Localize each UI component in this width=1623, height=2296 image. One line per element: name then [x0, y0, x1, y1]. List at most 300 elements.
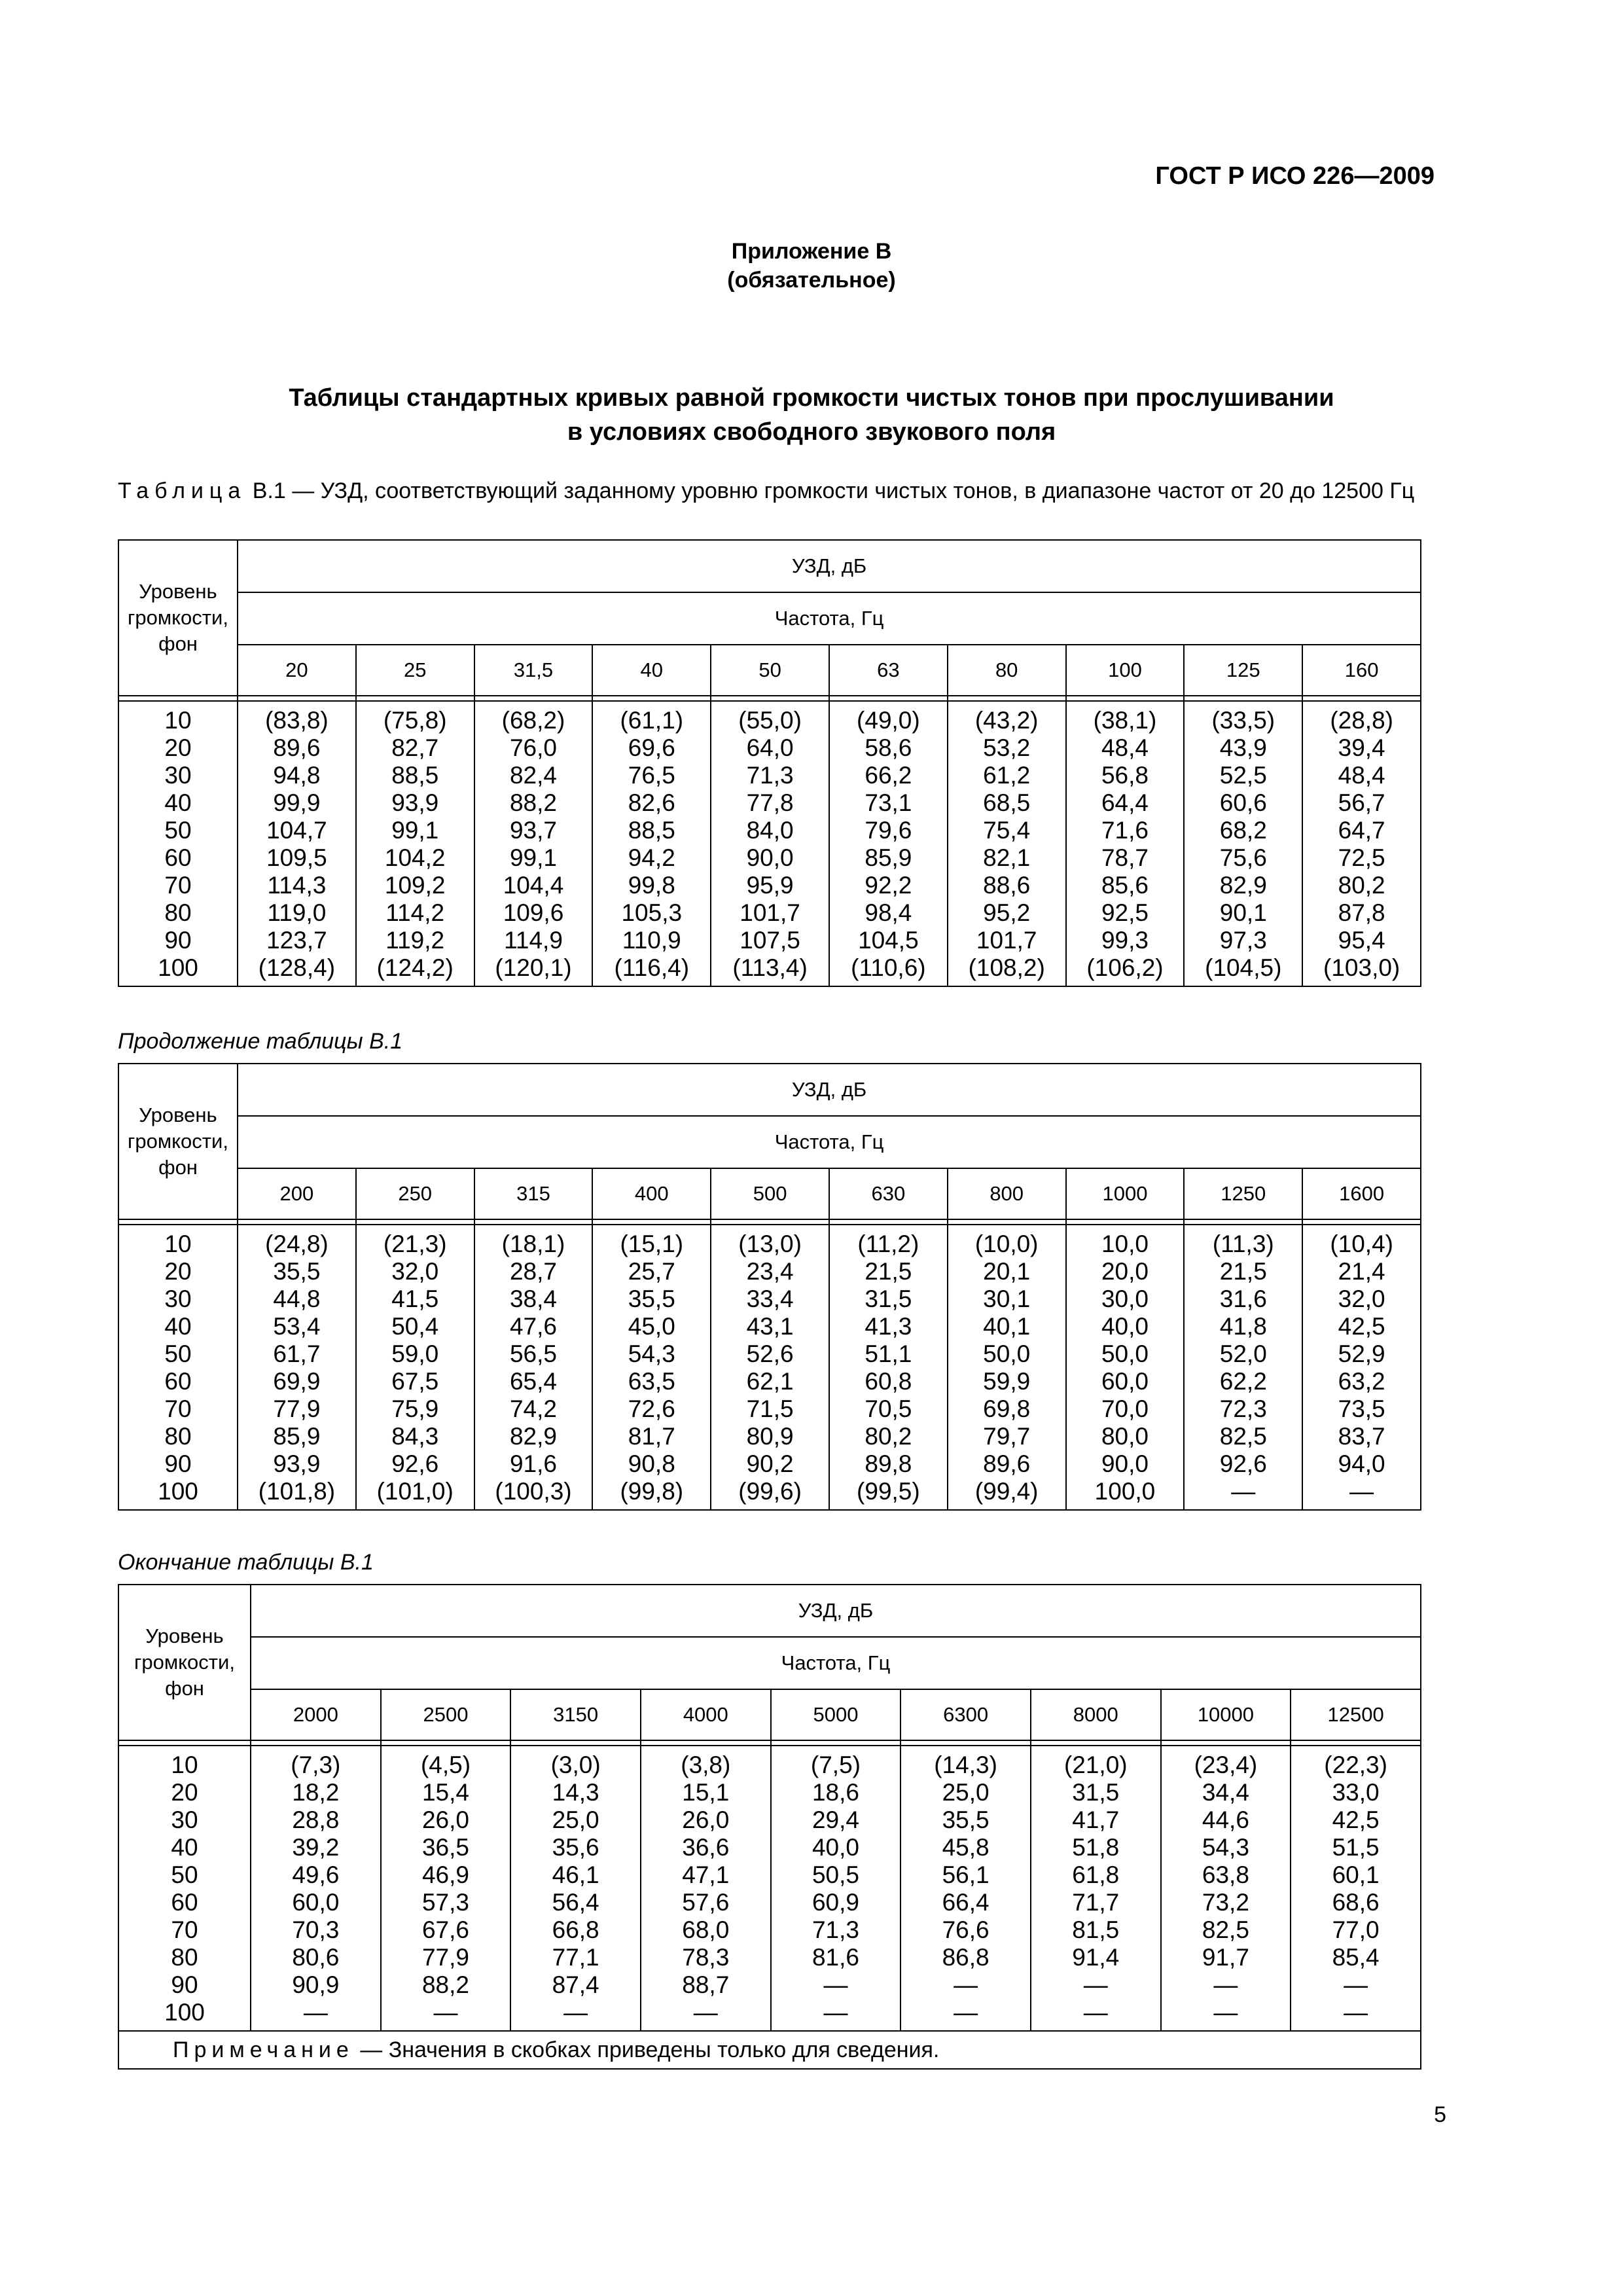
separator-cell — [118, 1740, 251, 1746]
note-text: — Значения в скобках приведены только для сведения. — [353, 2037, 940, 2062]
value-cell: — — [1031, 1999, 1161, 2031]
spl-table-part-1 — [118, 539, 1421, 987]
table-row — [118, 899, 1421, 927]
continuation-caption: Продолжение таблицы В.1 — [118, 1029, 403, 1054]
value-cell: 66,2 — [829, 762, 948, 789]
value-cell: (18,1) — [474, 1225, 593, 1258]
value-cell: 47,6 — [474, 1313, 593, 1340]
frequency-cell: 125 — [1184, 645, 1302, 696]
value-cell: 71,5 — [711, 1395, 829, 1423]
value-cell: 89,8 — [829, 1450, 948, 1478]
level-cell: 40 — [118, 1313, 238, 1340]
value-cell: 62,2 — [1184, 1368, 1302, 1395]
level-cell: 50 — [118, 1861, 251, 1889]
value-cell: 62,1 — [711, 1368, 829, 1395]
level-cell: 40 — [118, 789, 238, 817]
value-cell: 35,5 — [238, 1258, 356, 1285]
value-cell: 60,0 — [1066, 1368, 1185, 1395]
value-cell: 78,3 — [641, 1944, 771, 1971]
value-cell: 72,3 — [1184, 1395, 1302, 1423]
level-cell: 80 — [118, 1423, 238, 1450]
value-cell: 47,1 — [641, 1861, 771, 1889]
value-cell: 77,1 — [510, 1944, 641, 1971]
value-cell: 50,5 — [771, 1861, 901, 1889]
value-cell: (15,1) — [592, 1225, 711, 1258]
table-row — [118, 1746, 1421, 1779]
table-row — [118, 1999, 1421, 2031]
table-row — [118, 1225, 1421, 1258]
value-cell: 105,3 — [592, 899, 711, 927]
value-cell: 81,5 — [1031, 1916, 1161, 1944]
value-cell: 60,1 — [1291, 1861, 1421, 1889]
value-cell: (7,5) — [771, 1746, 901, 1779]
value-cell: 71,7 — [1031, 1889, 1161, 1916]
value-cell: (23,4) — [1161, 1746, 1291, 1779]
separator-cell — [771, 1740, 901, 1746]
value-cell: (99,6) — [711, 1478, 829, 1510]
header-separator — [118, 1740, 1421, 1746]
separator-cell — [1302, 696, 1421, 701]
value-cell: 107,5 — [711, 927, 829, 954]
value-cell: 75,6 — [1184, 844, 1302, 872]
value-cell: (4,5) — [381, 1746, 511, 1779]
value-cell: (128,4) — [238, 954, 356, 986]
value-cell: 41,5 — [356, 1285, 474, 1313]
value-cell: 92,5 — [1066, 899, 1185, 927]
value-cell: 53,4 — [238, 1313, 356, 1340]
value-cell: 46,1 — [510, 1861, 641, 1889]
value-cell: 65,4 — [474, 1368, 593, 1395]
page-number: 5 — [1434, 2102, 1446, 2127]
value-cell: — — [771, 1971, 901, 1999]
value-cell: 36,5 — [381, 1834, 511, 1861]
value-cell: 109,5 — [238, 844, 356, 872]
ending-caption: Окончание таблицы В.1 — [118, 1550, 374, 1575]
value-cell: 82,5 — [1184, 1423, 1302, 1450]
value-cell: 64,0 — [711, 734, 829, 762]
frequency-cell: 6300 — [901, 1689, 1031, 1740]
value-cell: 91,6 — [474, 1450, 593, 1478]
value-cell: 78,7 — [1066, 844, 1185, 872]
spl-header: УЗД, дБ — [238, 1064, 1421, 1116]
value-cell: 82,1 — [948, 844, 1066, 872]
value-cell: 82,9 — [474, 1423, 593, 1450]
value-cell: — — [901, 1999, 1031, 2031]
value-cell: 82,9 — [1184, 872, 1302, 899]
value-cell: 94,2 — [592, 844, 711, 872]
separator-cell — [641, 1740, 771, 1746]
value-cell: (28,8) — [1302, 701, 1421, 734]
header-row — [118, 1637, 1421, 1689]
level-cell: 10 — [118, 1746, 251, 1779]
value-cell: (103,0) — [1302, 954, 1421, 986]
separator-cell — [711, 1219, 829, 1225]
value-cell: (11,3) — [1184, 1225, 1302, 1258]
table-row — [118, 701, 1421, 734]
level-cell: 50 — [118, 1340, 238, 1368]
value-cell: 46,9 — [381, 1861, 511, 1889]
separator-cell — [948, 1219, 1066, 1225]
level-cell: 10 — [118, 701, 238, 734]
value-cell: 99,1 — [474, 844, 593, 872]
level-cell: 100 — [118, 954, 238, 986]
table-row — [118, 1971, 1421, 1999]
value-cell: 42,5 — [1302, 1313, 1421, 1340]
document-code: ГОСТ Р ИСО 226—2009 — [1155, 162, 1435, 190]
value-cell: 61,2 — [948, 762, 1066, 789]
value-cell: 92,6 — [356, 1450, 474, 1478]
value-cell: 25,7 — [592, 1258, 711, 1285]
level-cell: 10 — [118, 1225, 238, 1258]
level-cell: 20 — [118, 734, 238, 762]
level-column-header — [118, 540, 238, 696]
frequency-cell: 10000 — [1161, 1689, 1291, 1740]
main-title-line-2: в условиях свободного звукового поля — [567, 418, 1056, 446]
value-cell: 80,6 — [251, 1944, 381, 1971]
value-cell: (83,8) — [238, 701, 356, 734]
value-cell: 90,8 — [592, 1450, 711, 1478]
value-cell: 75,9 — [356, 1395, 474, 1423]
value-cell: 76,5 — [592, 762, 711, 789]
value-cell: 31,5 — [829, 1285, 948, 1313]
value-cell: 114,3 — [238, 872, 356, 899]
annex-status: (обязательное) — [727, 268, 896, 293]
value-cell: 48,4 — [1066, 734, 1185, 762]
value-cell: (24,8) — [238, 1225, 356, 1258]
header-row — [118, 1585, 1421, 1637]
value-cell: 41,3 — [829, 1313, 948, 1340]
value-cell: 30,1 — [948, 1285, 1066, 1313]
value-cell: 45,0 — [592, 1313, 711, 1340]
table-row — [118, 1834, 1421, 1861]
value-cell: 69,8 — [948, 1395, 1066, 1423]
value-cell: 94,8 — [238, 762, 356, 789]
value-cell: 63,8 — [1161, 1861, 1291, 1889]
value-cell: (99,4) — [948, 1478, 1066, 1510]
value-cell: 61,7 — [238, 1340, 356, 1368]
frequency-cell: 63 — [829, 645, 948, 696]
value-cell: 44,6 — [1161, 1806, 1291, 1834]
level-cell: 20 — [118, 1779, 251, 1806]
value-cell: 61,8 — [1031, 1861, 1161, 1889]
value-cell: 71,6 — [1066, 817, 1185, 844]
value-cell: 86,8 — [901, 1944, 1031, 1971]
separator-cell — [1066, 696, 1185, 701]
value-cell: — — [251, 1999, 381, 2031]
table-row — [118, 817, 1421, 844]
value-cell: 90,9 — [251, 1971, 381, 1999]
separator-cell — [592, 1219, 711, 1225]
value-cell: 64,4 — [1066, 789, 1185, 817]
value-cell: 23,4 — [711, 1258, 829, 1285]
value-cell: — — [1031, 1971, 1161, 1999]
value-cell: 25,0 — [510, 1806, 641, 1834]
value-cell: (21,0) — [1031, 1746, 1161, 1779]
value-cell: 84,0 — [711, 817, 829, 844]
value-cell: (10,4) — [1302, 1225, 1421, 1258]
value-cell: 110,9 — [592, 927, 711, 954]
separator-cell — [238, 1219, 356, 1225]
value-cell: (110,6) — [829, 954, 948, 986]
annex-title: Приложение В — [731, 239, 892, 264]
spl-table-part-3 — [118, 1584, 1421, 2070]
table-row — [118, 1916, 1421, 1944]
value-cell: 101,7 — [711, 899, 829, 927]
value-cell: — — [1302, 1478, 1421, 1510]
value-cell: 88,2 — [474, 789, 593, 817]
value-cell: 58,6 — [829, 734, 948, 762]
value-cell: 81,7 — [592, 1423, 711, 1450]
level-cell: 90 — [118, 1450, 238, 1478]
table-row — [118, 1806, 1421, 1834]
level-cell: 30 — [118, 762, 238, 789]
table-row — [118, 1285, 1421, 1313]
value-cell: 90,0 — [711, 844, 829, 872]
value-cell: 93,9 — [356, 789, 474, 817]
value-cell: 77,0 — [1291, 1916, 1421, 1944]
value-cell: (61,1) — [592, 701, 711, 734]
value-cell: (49,0) — [829, 701, 948, 734]
value-cell: 56,5 — [474, 1340, 593, 1368]
value-cell: 89,6 — [948, 1450, 1066, 1478]
header-row — [118, 540, 1421, 592]
table-row — [118, 1313, 1421, 1340]
value-cell: 40,0 — [771, 1834, 901, 1861]
value-cell: 88,5 — [592, 817, 711, 844]
value-cell: 54,3 — [592, 1340, 711, 1368]
table-row — [118, 1861, 1421, 1889]
level-cell: 90 — [118, 1971, 251, 1999]
value-cell: 51,5 — [1291, 1834, 1421, 1861]
frequency-cell: 31,5 — [474, 645, 593, 696]
value-cell: 99,3 — [1066, 927, 1185, 954]
frequency-cell: 50 — [711, 645, 829, 696]
value-cell: 95,9 — [711, 872, 829, 899]
value-cell: 43,9 — [1184, 734, 1302, 762]
value-cell: (116,4) — [592, 954, 711, 986]
table-row — [118, 1368, 1421, 1395]
frequency-cell: 3150 — [510, 1689, 641, 1740]
value-cell: 44,8 — [238, 1285, 356, 1313]
table-caption — [118, 476, 1420, 505]
level-header-text: Уровень громкости, фон — [128, 1103, 228, 1179]
value-cell: (14,3) — [901, 1746, 1031, 1779]
frequency-cell: 80 — [948, 645, 1066, 696]
table-row — [118, 1423, 1421, 1450]
value-cell: 68,2 — [1184, 817, 1302, 844]
main-title-line-1: Таблицы стандартных кривых равной громкости чистых тонов при прослушивании — [289, 384, 1334, 412]
value-cell: — — [641, 1999, 771, 2031]
value-cell: (43,2) — [948, 701, 1066, 734]
level-cell: 30 — [118, 1285, 238, 1313]
level-column-header — [118, 1064, 238, 1219]
table-row — [118, 1395, 1421, 1423]
value-cell: 71,3 — [771, 1916, 901, 1944]
value-cell: 85,9 — [829, 844, 948, 872]
separator-cell — [711, 696, 829, 701]
frequency-header: Частота, Гц — [238, 1116, 1421, 1168]
value-cell: (99,8) — [592, 1478, 711, 1510]
value-cell: 45,8 — [901, 1834, 1031, 1861]
value-cell: 54,3 — [1161, 1834, 1291, 1861]
table-row — [118, 1889, 1421, 1916]
value-cell: 68,0 — [641, 1916, 771, 1944]
value-cell: (99,5) — [829, 1478, 948, 1510]
value-cell: (101,0) — [356, 1478, 474, 1510]
separator-cell — [238, 696, 356, 701]
note-label: Примечание — [173, 2037, 354, 2062]
value-cell: (3,8) — [641, 1746, 771, 1779]
frequency-cell: 160 — [1302, 645, 1421, 696]
table-row — [118, 1779, 1421, 1806]
value-cell: 80,2 — [829, 1423, 948, 1450]
frequency-cell: 8000 — [1031, 1689, 1161, 1740]
value-cell: 73,2 — [1161, 1889, 1291, 1916]
separator-cell — [1161, 1740, 1291, 1746]
frequency-row — [118, 1689, 1421, 1740]
frequency-cell: 200 — [238, 1168, 356, 1219]
level-cell: 100 — [118, 1999, 251, 2031]
spl-header: УЗД, дБ — [238, 540, 1421, 592]
value-cell: 104,2 — [356, 844, 474, 872]
value-cell: (13,0) — [711, 1225, 829, 1258]
value-cell: 57,3 — [381, 1889, 511, 1916]
value-cell: 29,4 — [771, 1806, 901, 1834]
value-cell: 90,0 — [1066, 1450, 1185, 1478]
level-cell: 70 — [118, 872, 238, 899]
frequency-cell: 25 — [356, 645, 474, 696]
value-cell: 33,4 — [711, 1285, 829, 1313]
separator-cell — [118, 1219, 238, 1225]
value-cell: 63,5 — [592, 1368, 711, 1395]
frequency-header: Частота, Гц — [238, 592, 1421, 645]
value-cell: (11,2) — [829, 1225, 948, 1258]
value-cell: 35,5 — [901, 1806, 1031, 1834]
value-cell: 60,8 — [829, 1368, 948, 1395]
table-caption-text: В.1 — УЗД, соответствующий заданному уровню громкости чистых тонов, в диапазоне частот от 20 до 12500 Гц — [246, 478, 1415, 503]
value-cell: — — [510, 1999, 641, 2031]
value-cell: 87,8 — [1302, 899, 1421, 927]
value-cell: — — [381, 1999, 511, 2031]
separator-cell — [251, 1740, 381, 1746]
value-cell: (10,0) — [948, 1225, 1066, 1258]
value-cell: 26,0 — [641, 1806, 771, 1834]
value-cell: 10,0 — [1066, 1225, 1185, 1258]
value-cell: (120,1) — [474, 954, 593, 986]
value-cell: (124,2) — [356, 954, 474, 986]
value-cell: 41,8 — [1184, 1313, 1302, 1340]
value-cell: (100,3) — [474, 1478, 593, 1510]
separator-cell — [118, 696, 238, 701]
value-cell: 38,4 — [474, 1285, 593, 1313]
level-cell: 60 — [118, 1368, 238, 1395]
value-cell: 56,8 — [1066, 762, 1185, 789]
level-cell: 90 — [118, 927, 238, 954]
value-cell: 28,7 — [474, 1258, 593, 1285]
level-cell: 20 — [118, 1258, 238, 1285]
value-cell: 88,7 — [641, 1971, 771, 1999]
value-cell: (68,2) — [474, 701, 593, 734]
frequency-cell: 315 — [474, 1168, 593, 1219]
table-caption-label: Таблица — [118, 478, 247, 503]
value-cell: 79,6 — [829, 817, 948, 844]
value-cell: 80,2 — [1302, 872, 1421, 899]
value-cell: (104,5) — [1184, 954, 1302, 986]
value-cell: — — [1161, 1999, 1291, 2031]
frequency-header: Частота, Гц — [251, 1637, 1421, 1689]
level-cell: 80 — [118, 899, 238, 927]
value-cell: 68,5 — [948, 789, 1066, 817]
value-cell: 90,1 — [1184, 899, 1302, 927]
value-cell: 41,7 — [1031, 1806, 1161, 1834]
value-cell: 67,5 — [356, 1368, 474, 1395]
level-header-text: Уровень громкости, фон — [128, 580, 228, 655]
value-cell: 109,2 — [356, 872, 474, 899]
value-cell: 60,0 — [251, 1889, 381, 1916]
value-cell: 77,9 — [381, 1944, 511, 1971]
annex-heading — [0, 237, 1623, 295]
value-cell: 93,9 — [238, 1450, 356, 1478]
table-row — [118, 789, 1421, 817]
table-row — [118, 872, 1421, 899]
value-cell: 21,5 — [1184, 1258, 1302, 1285]
value-cell: 39,4 — [1302, 734, 1421, 762]
value-cell: 109,6 — [474, 899, 593, 927]
table-note — [118, 2031, 1421, 2069]
value-cell: (106,2) — [1066, 954, 1185, 986]
value-cell: 85,9 — [238, 1423, 356, 1450]
separator-cell — [1302, 1219, 1421, 1225]
value-cell: 104,7 — [238, 817, 356, 844]
value-cell: 28,8 — [251, 1806, 381, 1834]
value-cell: 36,6 — [641, 1834, 771, 1861]
value-cell: 99,9 — [238, 789, 356, 817]
separator-cell — [592, 696, 711, 701]
value-cell: 48,4 — [1302, 762, 1421, 789]
value-cell: 20,1 — [948, 1258, 1066, 1285]
value-cell: 99,1 — [356, 817, 474, 844]
value-cell: 49,6 — [251, 1861, 381, 1889]
value-cell: — — [1161, 1971, 1291, 1999]
value-cell: (55,0) — [711, 701, 829, 734]
value-cell: 15,1 — [641, 1779, 771, 1806]
header-separator — [118, 696, 1421, 701]
value-cell: 77,8 — [711, 789, 829, 817]
value-cell: 50,0 — [948, 1340, 1066, 1368]
value-cell: 64,7 — [1302, 817, 1421, 844]
value-cell: — — [1184, 1478, 1302, 1510]
value-cell: 114,9 — [474, 927, 593, 954]
value-cell: 99,8 — [592, 872, 711, 899]
value-cell: 71,3 — [711, 762, 829, 789]
frequency-cell: 1250 — [1184, 1168, 1302, 1219]
value-cell: 72,5 — [1302, 844, 1421, 872]
value-cell: 60,9 — [771, 1889, 901, 1916]
frequency-cell: 1000 — [1066, 1168, 1185, 1219]
value-cell: 40,0 — [1066, 1313, 1185, 1340]
value-cell: 52,9 — [1302, 1340, 1421, 1368]
value-cell: 21,5 — [829, 1258, 948, 1285]
value-cell: 31,5 — [1031, 1779, 1161, 1806]
table-row — [118, 1450, 1421, 1478]
frequency-cell: 2500 — [381, 1689, 511, 1740]
value-cell: 52,5 — [1184, 762, 1302, 789]
value-cell: 114,2 — [356, 899, 474, 927]
value-cell: 30,0 — [1066, 1285, 1185, 1313]
level-cell: 60 — [118, 1889, 251, 1916]
level-cell: 70 — [118, 1916, 251, 1944]
value-cell: 75,4 — [948, 817, 1066, 844]
